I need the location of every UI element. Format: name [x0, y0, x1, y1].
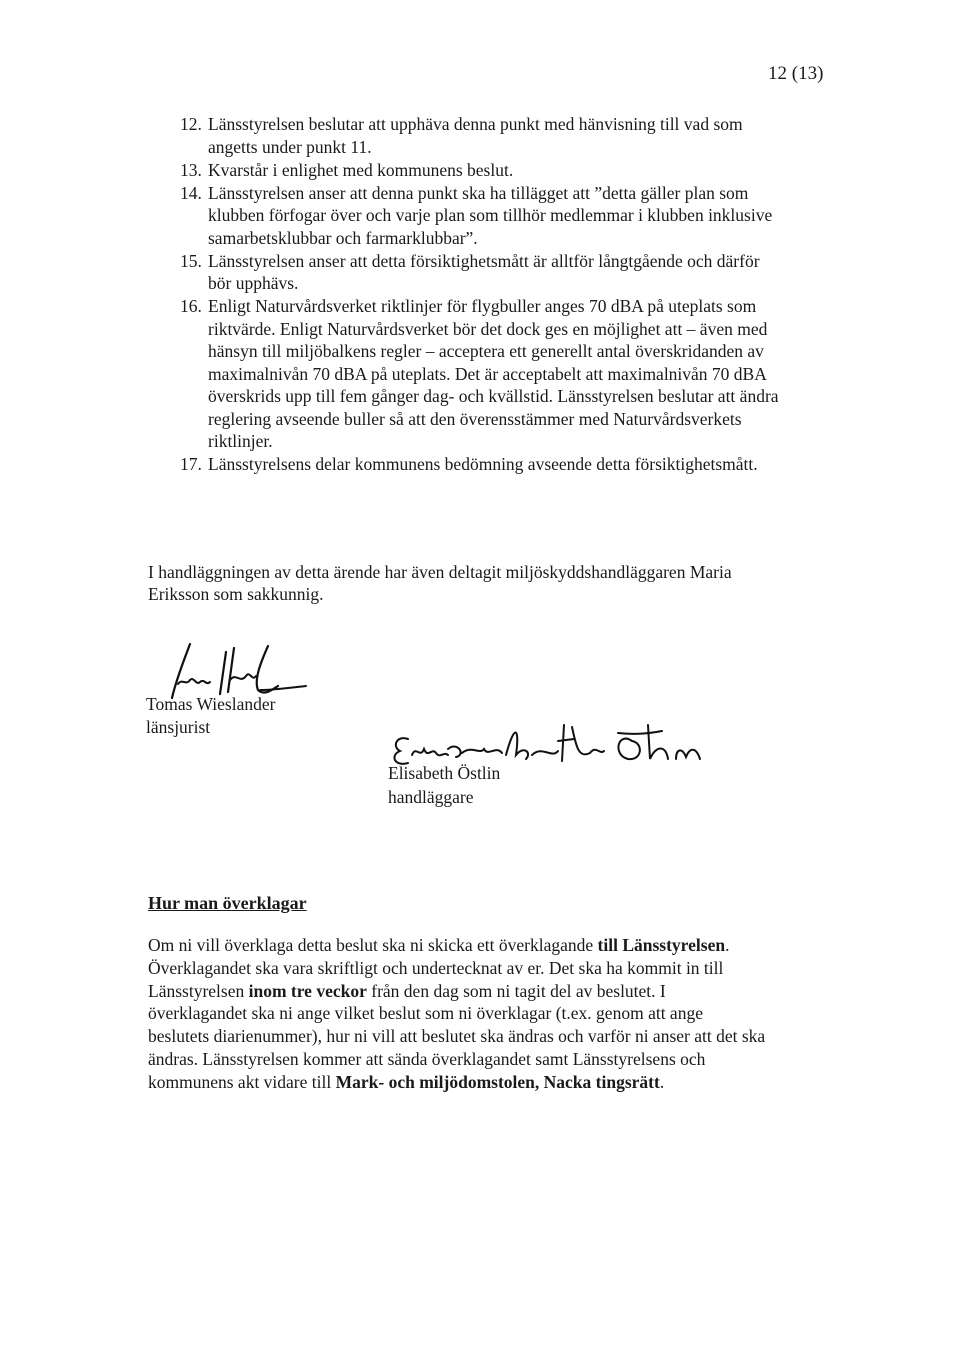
item-number: 15. [180, 250, 202, 271]
page-number: 12 (13) [768, 63, 824, 84]
item-number: 14. [180, 182, 202, 203]
appeal-emphasis: till Länsstyrelsen [597, 935, 726, 955]
signatory-title: handläggare [388, 787, 474, 807]
item-text: Enligt Naturvårdsverket riktlinjer för flygbuller anges 70 dBA på uteplats som riktvärde. Enligt Naturvårdsverket bör det dock ges en möjlighet att – även med hänsyn till miljöbalkens regler – acceptera ett generellt antal överskridanden av maximalnivån 70 dBA på uteplats. Det är acceptabelt att maximalnivån 70 dBA överskrids upp till fem gånger dag- och kvällstid. Länsstyrelsen beslutar att ändra reglering avseende buller så att den överensstämmer med Naturvårdsverkets riktlinjer. [208, 296, 779, 451]
list-item [180, 182, 780, 250]
appeal-emphasis: Mark- och miljödomstolen, Nacka tingsrätt [335, 1071, 660, 1092]
appeal-emphasis: inom tre veckor [248, 980, 367, 1001]
appeal-text: Om ni vill överklaga detta beslut ska ni skicka ett överklagande [148, 935, 598, 955]
item-text: Kvarstår i enlighet med kommunens beslut. [208, 159, 514, 180]
list-item [180, 113, 780, 158]
item-text: Länsstyrelsen anser att denna punkt ska ha tillägget att ”detta gäller plan som klubben förfogar över och varje plan som tillhör medlemmar i klubben inklusive samarbetsklubbar och farmarklubbar”. [208, 182, 773, 248]
item-text: Länsstyrelsen beslutar att upphäva denna punkt med hänvisning till vad som angetts under punkt 11. [208, 114, 743, 157]
appeal-text: från den dag som ni tagit del av beslutet. I överklagandet ska ni ange vilket beslut som ni överklagar (t.ex. genom att ange beslutets diarienummer), hur ni vill att beslutet ska ändras och varför ni anser att det ska ändras. Länsstyrelsen kommer att sända överklagandet samt Länsstyrelsens och kommunens akt vidare till [148, 980, 766, 1092]
list-item [180, 159, 780, 182]
signatory-name: Elisabeth Östlin [388, 763, 501, 783]
item-text: Länsstyrelsen anser att detta försiktighetsmått är alltför långtgående och därför bör upphävs. [208, 250, 760, 293]
item-text: Länsstyrelsens delar kommunens bedömning avseende detta försiktighetsmått. [208, 454, 758, 474]
case-note: I handläggningen av detta ärende har även deltagit miljöskyddshandläggaren Maria Eriksson som sakkunnig. [148, 562, 732, 604]
item-number: 12. [180, 114, 202, 134]
appeal-text: . Överklagandet ska vara skriftligt och undertecknat av er. Det ska ha kommit in till Länsstyrelsen [148, 935, 730, 1001]
appeal-instructions [148, 934, 768, 1094]
signatory-1 [146, 693, 275, 739]
signatory-name: Tomas Wieslander [146, 694, 276, 714]
list-item [180, 453, 780, 476]
appeal-text: . [659, 1071, 665, 1092]
item-number: 16. [180, 296, 202, 316]
list-item [180, 295, 780, 453]
decision-list [180, 113, 780, 476]
signatory-2 [388, 761, 500, 809]
signatory-title: länsjurist [146, 717, 211, 737]
item-number: 17. [180, 454, 202, 474]
list-item [180, 250, 780, 295]
appeal-heading: Hur man överklagar [148, 893, 307, 913]
item-number: 13. [180, 159, 202, 180]
